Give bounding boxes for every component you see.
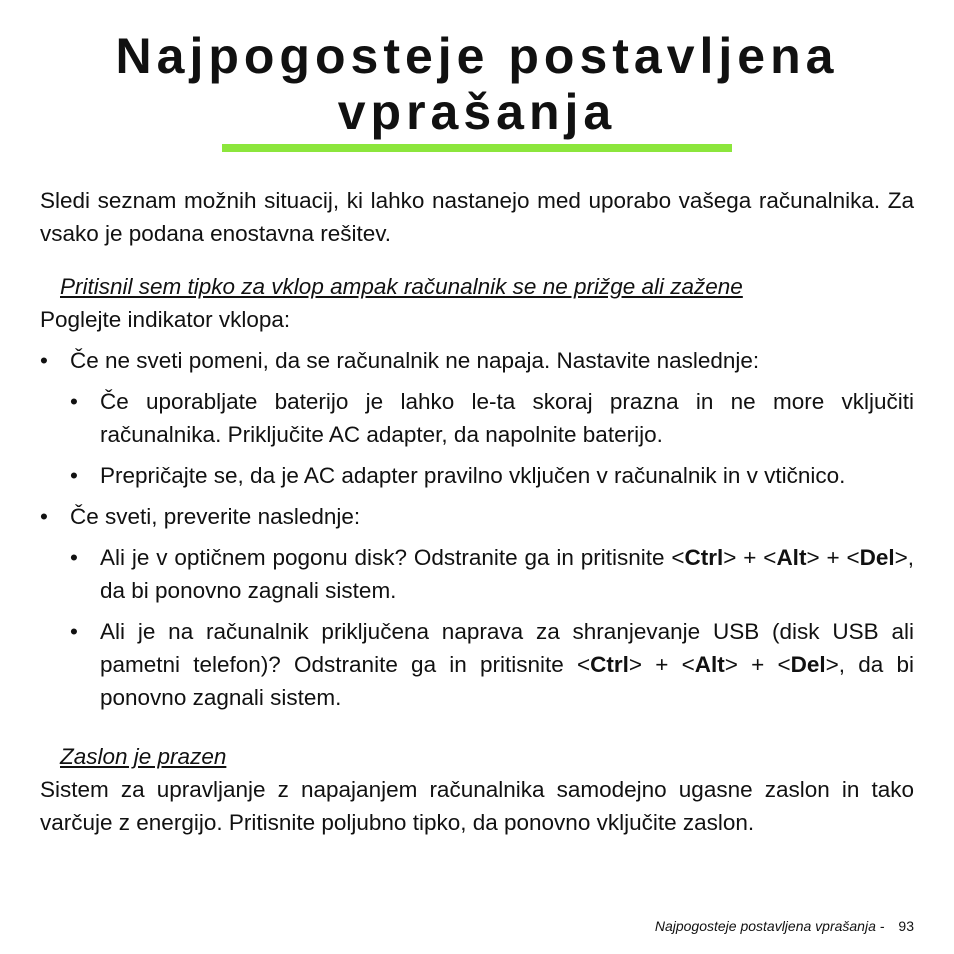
list-item [70, 459, 914, 492]
list-item-text: Ali je v optičnem pogonu disk? Odstranite ga in pritisnite <Ctrl> + <Alt> + <Del>, da bi ponovno zagnali sistem. [100, 545, 914, 603]
question-power: Pritisnil sem tipko za vklop ampak računalnik se ne prižge ali zažene [60, 274, 743, 299]
list-item [40, 500, 914, 533]
bullet-icon: • [70, 389, 78, 414]
page-title-line-1: Najpogosteje postavljena [115, 28, 839, 84]
bullet-icon: • [70, 545, 78, 570]
page-title [0, 28, 954, 140]
key-del: Del [859, 545, 895, 570]
key-ctrl: Ctrl [684, 545, 724, 570]
list-item-text: Če sveti, preverite naslednje: [70, 504, 361, 529]
page-content [40, 184, 914, 839]
key-ctrl: Ctrl [590, 652, 629, 677]
key-alt: Alt [694, 652, 725, 677]
power-checklist-2 [40, 500, 914, 533]
list-item-text: Če ne sveti pomeni, da se računalnik ne napaja. Nastavite naslednje: [70, 348, 760, 373]
list-item [40, 344, 914, 377]
list-item-text: Ali je na računalnik priključena naprava za shranjevanje USB (disk USB ali pametni telefon)? Odstranite ga in pritisnite <Ctrl> + <Alt> + <Del>, da bi ponovno zagnali sistem. [100, 619, 915, 710]
list-item-text: Če uporabljate baterijo je lahko le-ta skoraj prazna in ne more vključiti računalnika. Priključite AC adapter, da napolnite baterijo. [100, 389, 914, 447]
bullet-icon: • [70, 463, 78, 488]
page-footer [655, 918, 914, 934]
intro-paragraph: Sledi seznam možnih situacij, ki lahko nastanejo med uporabo vašega računalnika. Za vsako je podana enostavna rešitev. [40, 188, 914, 246]
title-underline [222, 144, 732, 152]
list-item [70, 385, 914, 451]
page-number: 93 [898, 918, 914, 934]
power-checklist [40, 344, 914, 377]
section-blank-screen [40, 740, 914, 839]
list-item-text: Prepričajte se, da je AC adapter pravilno vključen v računalnik in v vtičnico. [100, 463, 846, 488]
footer-label: Najpogosteje postavljena vprašanja - [654, 918, 885, 934]
list-item [70, 615, 914, 714]
bullet-icon: • [40, 504, 48, 529]
blank-screen-answer: Sistem za upravljanje z napajanjem računalnika samodejno ugasne zaslon in tako varčuje z energijo. Pritisnite poljubno tipko, da ponovno vključite zaslon. [40, 777, 914, 835]
key-alt: Alt [776, 545, 807, 570]
power-off-sublist [70, 385, 914, 492]
bullet-icon: • [40, 348, 48, 373]
page-title-line-2: vprašanja [337, 84, 617, 140]
list-item [70, 541, 914, 607]
key-del: Del [790, 652, 826, 677]
power-lead: Poglejte indikator vklopa: [40, 307, 291, 332]
bullet-icon: • [70, 619, 78, 644]
question-blank-screen: Zaslon je prazen [60, 744, 227, 769]
power-on-sublist [70, 541, 914, 714]
